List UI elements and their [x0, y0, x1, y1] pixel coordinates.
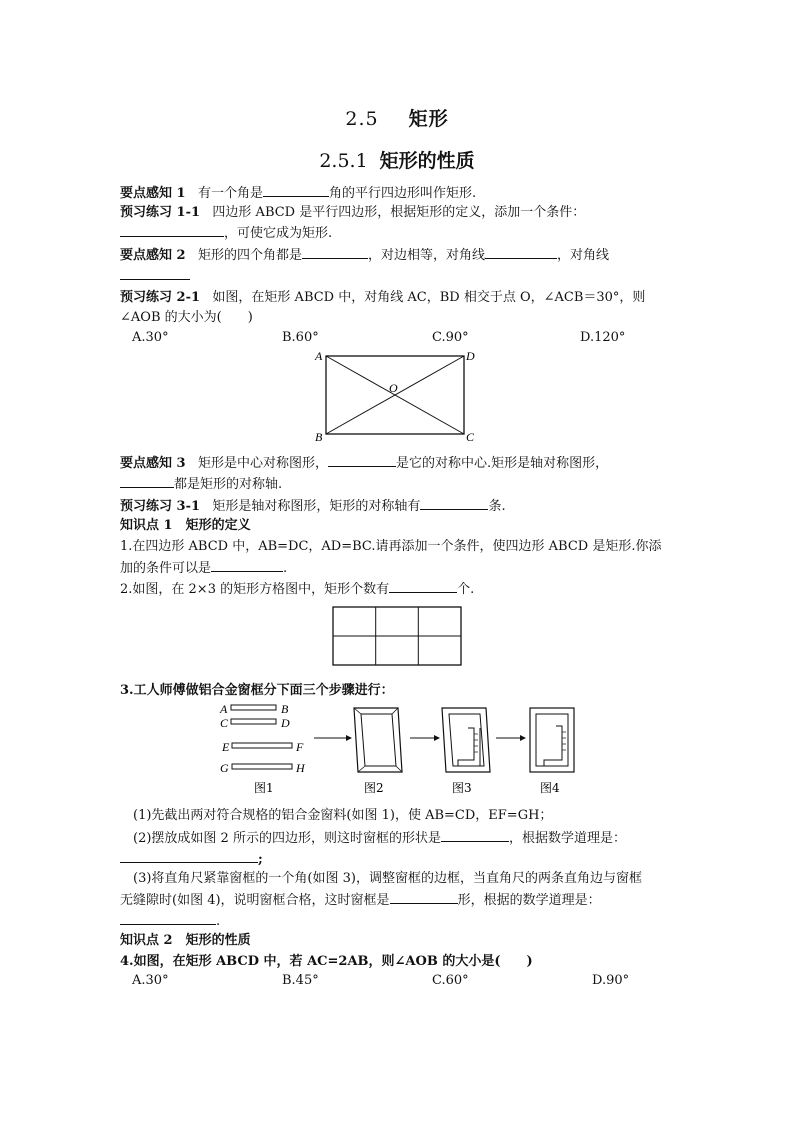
key-point-1: 要点感知 1 有一个角是 角的平行四边形叫作矩形.: [120, 183, 680, 203]
answer-blank[interactable]: [389, 579, 457, 593]
knowledge-point-1-heading: 知识点 1 矩形的定义: [120, 518, 251, 533]
bar-label-d: D: [281, 716, 290, 730]
q4-option-a[interactable]: A.30°: [132, 973, 169, 988]
option-a[interactable]: A.30°: [132, 330, 169, 345]
bar-label-f: F: [296, 740, 304, 754]
q4-option-d[interactable]: D.90°: [592, 973, 630, 988]
answer-blank[interactable]: [120, 266, 190, 280]
knowledge-point-2-heading: 知识点 2 矩形的性质: [120, 933, 251, 948]
option-b[interactable]: B.60°: [282, 330, 319, 345]
key-point-2-line2: [120, 266, 680, 286]
question-1-line2: 加的条件可以是 .: [120, 558, 680, 578]
caption-fig2: 图2: [364, 781, 384, 795]
frame-fig3-inner: [449, 714, 484, 766]
question-3-step-2-line2: ;: [120, 849, 680, 869]
bar-cd: [231, 719, 276, 724]
frame-corner: [392, 708, 398, 714]
grid-2x3-figure: [332, 606, 464, 668]
section-title: 2.5 矩形: [345, 108, 449, 130]
label-d: D: [466, 349, 475, 363]
preview-exercise-2-1: 预习练习 2-1 如图，在矩形 ABCD 中，对角线 AC，BD 相交于点 O，∠ACB＝30°，则: [120, 290, 646, 305]
subsection-title: 2.5.1 矩形的性质: [319, 150, 475, 172]
question-3-step-3: (3)将直角尺紧靠窗框的一个角(如图 3)，调整窗框的边框，当直角尺的两条直角边与窗框: [133, 871, 642, 886]
question-4: 4.如图，在矩形 ABCD 中，若 AC=2AB，则∠AOB 的大小是( ): [120, 954, 533, 969]
frame-corner: [354, 708, 361, 714]
question-3-step-3-line2: 无缝隙时(如图 4)，说明窗框合格，这时窗框是 形，根据的数学道理是：: [120, 890, 680, 910]
label-c: C: [466, 430, 475, 444]
bar-gh: [232, 764, 292, 769]
frame-fig4-inner: [536, 714, 568, 766]
frame-fig2-inner: [361, 714, 396, 766]
option-d[interactable]: D.120°: [580, 330, 626, 345]
bar-ab: [231, 705, 276, 710]
answer-blank[interactable]: [120, 849, 258, 863]
answer-blank[interactable]: [485, 245, 557, 259]
bar-label-h: H: [296, 761, 305, 775]
window-frame-figures: [214, 700, 586, 796]
bar-label-c: C: [220, 716, 229, 730]
caption-fig4: 图4: [540, 781, 560, 795]
question-3-step-1: (1)先截出两对符合规格的铝合金窗料(如图 1)，使 AB=CD，EF=GH；: [133, 808, 553, 823]
preview-exercise-3-1: 预习练习 3-1 矩形是轴对称图形，矩形的对称轴有 条.: [120, 496, 680, 516]
arrow-1-head: [346, 735, 352, 741]
frame-fig4-outer: [530, 708, 574, 772]
question-3-step-2: (2)摆放成如图 2 所示的四边形，则这时窗框的形状是 ，根据数学道理是：: [133, 828, 693, 848]
bar-label-e: E: [222, 740, 230, 754]
bar-label-a: A: [220, 702, 228, 716]
preview-exercise-1-1: 预习练习 1-1 四边形 ABCD 是平行四边形，根据矩形的定义，添加一个条件：: [120, 205, 586, 220]
question-3-step-3-line3: .: [120, 911, 680, 931]
option-c[interactable]: C.90°: [432, 330, 469, 345]
frame-corner: [358, 766, 365, 772]
bar-ef: [232, 743, 292, 748]
arrow-3-head: [520, 735, 526, 741]
label-o: O: [389, 381, 398, 395]
key-point-3-line2: 都是矩形的对称轴.: [120, 474, 680, 494]
bar-label-b: B: [281, 702, 289, 716]
question-2: 2.如图，在 2×3 的矩形方格图中，矩形个数有 个.: [120, 579, 680, 599]
answer-blank[interactable]: [441, 828, 509, 842]
q4-option-c[interactable]: C.60°: [432, 973, 469, 988]
answer-blank[interactable]: [263, 183, 329, 197]
key-point-2: 要点感知 2 矩形的四个角都是 ，对边相等，对角线 ，对角线: [120, 245, 680, 265]
answer-blank[interactable]: [120, 223, 224, 237]
rectangle-abcd-figure: [312, 348, 482, 444]
question-1: 1.在四边形 ABCD 中，AB=DC，AD=BC.请再添加一个条件，使四边形 ABCD 是矩形.你添: [120, 539, 662, 554]
arrow-2-head: [434, 735, 440, 741]
bar-label-g: G: [220, 761, 229, 775]
preview-exercise-2-1-line2: ∠AOB 的大小为( ): [120, 310, 253, 325]
answer-blank[interactable]: [211, 558, 283, 572]
answer-blank[interactable]: [120, 474, 174, 488]
answer-blank[interactable]: [302, 245, 368, 259]
answer-blank[interactable]: [328, 453, 396, 467]
label-a: A: [315, 349, 323, 363]
answer-blank[interactable]: [420, 496, 488, 510]
answer-blank[interactable]: [120, 911, 216, 925]
caption-fig1: 图1: [254, 781, 274, 795]
q4-option-b[interactable]: B.45°: [282, 973, 319, 988]
caption-fig3: 图3: [452, 781, 472, 795]
question-3-intro: 3.工人师傅做铝合金窗框分下面三个步骤进行：: [120, 683, 394, 698]
key-point-3: 要点感知 3 矩形是中心对称图形， 是它的对称中心.矩形是轴对称图形，: [120, 453, 680, 473]
label-b: B: [315, 430, 323, 444]
preview-exercise-1-1-line2: ，可使它成为矩形.: [120, 223, 680, 243]
answer-blank[interactable]: [390, 890, 458, 904]
